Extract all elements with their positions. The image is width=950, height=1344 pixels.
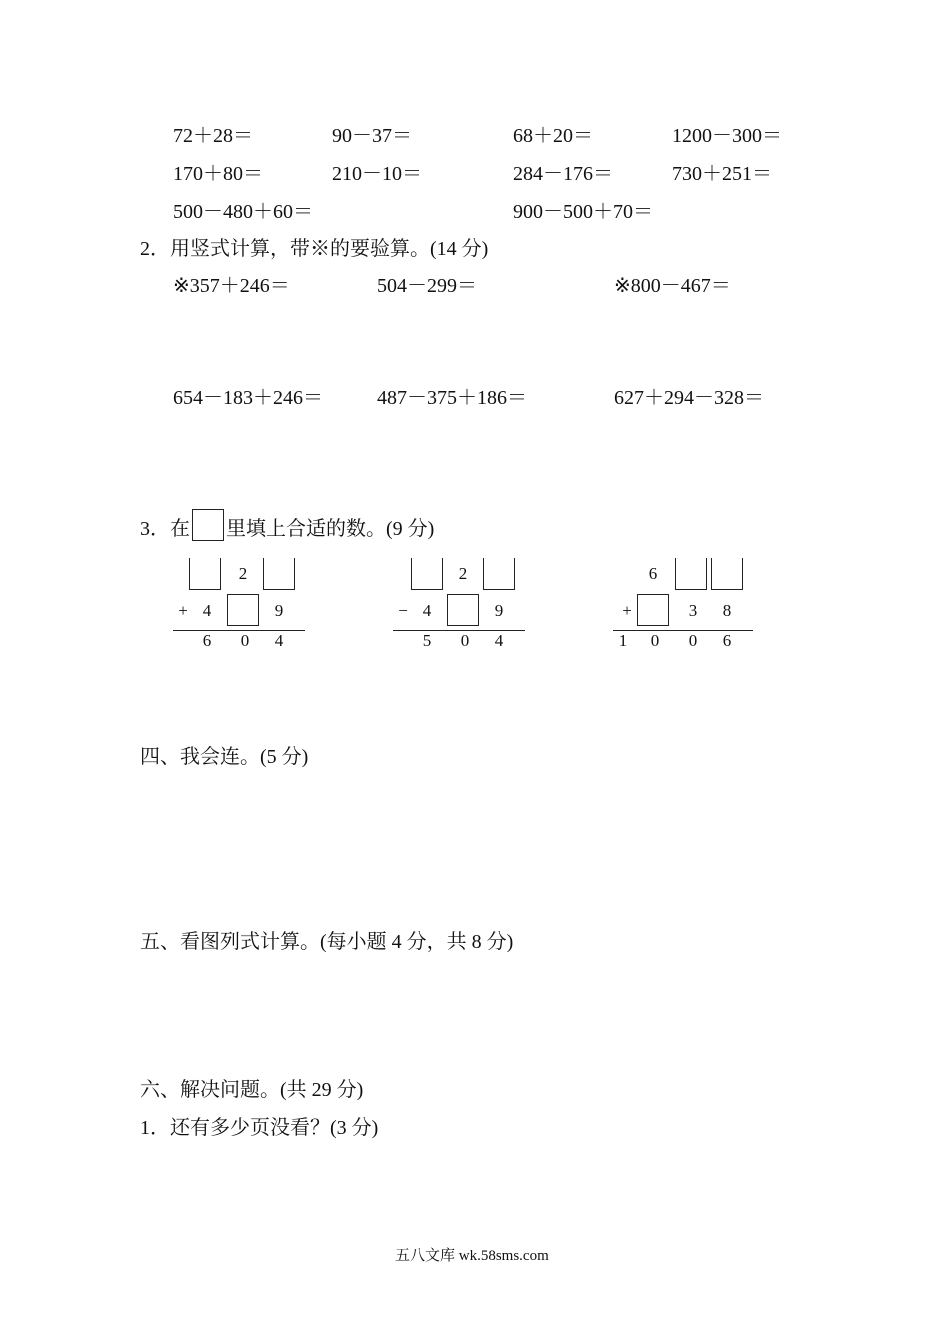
- digit: 2: [458, 564, 468, 583]
- digit: 9: [274, 601, 284, 620]
- vertical-calc-problem: ※357＋246＝: [173, 275, 290, 297]
- answer-box[interactable]: [411, 558, 443, 590]
- digit: 0: [688, 631, 698, 650]
- answer-box[interactable]: [447, 594, 479, 626]
- digit: 0: [460, 631, 470, 650]
- digit: 4: [202, 601, 212, 620]
- digit: 4: [422, 601, 432, 620]
- digit: 3: [688, 601, 698, 620]
- answer-box[interactable]: [263, 558, 295, 590]
- digit: 8: [722, 601, 732, 620]
- equation: 72＋28＝: [173, 125, 253, 147]
- digit: 2: [238, 564, 248, 583]
- digit: 0: [650, 631, 660, 650]
- vertical-calc-problem: 654－183＋246＝: [173, 387, 323, 409]
- question-3-prefix: 3．在: [140, 518, 190, 540]
- vertical-calc-problem: 487－375＋186＝: [377, 387, 527, 409]
- equation: 68＋20＝: [513, 125, 593, 147]
- digit: 6: [648, 564, 658, 583]
- digit: 6: [722, 631, 732, 650]
- operator: +: [622, 601, 632, 620]
- section-four-title: 四、我会连。(5 分): [140, 746, 309, 768]
- digit: 6: [202, 631, 212, 650]
- equation: 210－10＝: [332, 163, 422, 185]
- question-2-title: 2．用竖式计算，带※的要验算。(14 分): [140, 238, 489, 260]
- equation: 170＋80＝: [173, 163, 263, 185]
- question-3-title: [140, 509, 434, 541]
- equation: 500－480＋60＝: [173, 201, 313, 223]
- section-six-question-1: 1．还有多少页没看？(3 分): [140, 1117, 379, 1139]
- footer-watermark: 五八文库 wk.58sms.com: [395, 1248, 549, 1264]
- subtraction-puzzle-2: [393, 558, 533, 648]
- equation: 90－37＝: [332, 125, 412, 147]
- vertical-calc-problem: ※800－467＝: [614, 275, 731, 297]
- vertical-calc-problem: 504－299＝: [377, 275, 477, 297]
- answer-box[interactable]: [227, 594, 259, 626]
- addition-puzzle-3: [613, 558, 753, 648]
- digit: 9: [494, 601, 504, 620]
- answer-box-sample: [192, 509, 224, 541]
- section-five-title: 五、看图列式计算。(每小题 4 分，共 8 分): [140, 931, 514, 953]
- section-six-title: 六、解决问题。(共 29 分): [140, 1079, 364, 1101]
- answer-box[interactable]: [711, 558, 743, 590]
- digit: 4: [494, 631, 504, 650]
- digit: 0: [240, 631, 250, 650]
- answer-box[interactable]: [483, 558, 515, 590]
- equation: 1200－300＝: [672, 125, 782, 147]
- digit: 4: [274, 631, 284, 650]
- equation: 730＋251＝: [672, 163, 772, 185]
- operator: +: [178, 601, 188, 620]
- question-3-suffix: 里填上合适的数。(9 分): [226, 518, 435, 540]
- answer-box[interactable]: [189, 558, 221, 590]
- addition-puzzle-1: [173, 558, 313, 648]
- digit: 5: [422, 631, 432, 650]
- equation: 900－500＋70＝: [513, 201, 653, 223]
- answer-box[interactable]: [675, 558, 707, 590]
- operator: −: [398, 601, 408, 620]
- vertical-calc-problem: 627＋294－328＝: [614, 387, 764, 409]
- digit: 1: [618, 631, 628, 650]
- answer-box[interactable]: [637, 594, 669, 626]
- equation: 284－176＝: [513, 163, 613, 185]
